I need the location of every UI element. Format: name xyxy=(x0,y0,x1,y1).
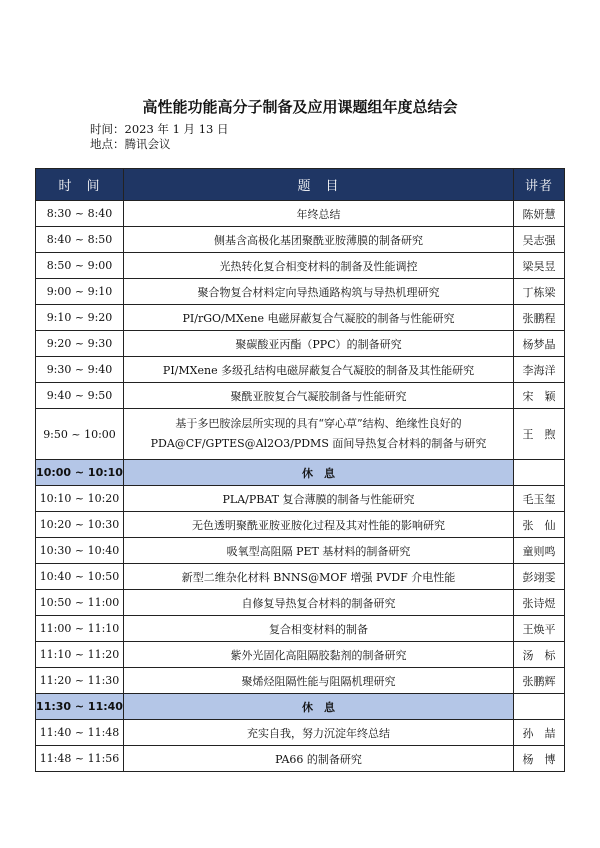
table-row xyxy=(36,201,565,227)
session-topic: PI/rGO/MXene 电磁屏蔽复合气凝胶的制备与性能研究 xyxy=(124,305,514,331)
session-time: 8:30 ~ 8:40 xyxy=(36,201,124,227)
session-topic: 聚烯烃阻隔性能与阻隔机理研究 xyxy=(124,668,514,694)
session-speaker: 孙 喆 xyxy=(514,720,565,746)
table-row xyxy=(36,616,565,642)
session-time: 9:40 ~ 9:50 xyxy=(36,383,124,409)
session-time: 10:40 ~ 10:50 xyxy=(36,564,124,590)
session-time: 11:10 ~ 11:20 xyxy=(36,642,124,668)
table-row xyxy=(36,357,565,383)
session-topic: 年终总结 xyxy=(124,201,514,227)
session-time: 10:30 ~ 10:40 xyxy=(36,538,124,564)
table-row xyxy=(36,668,565,694)
session-topic: 休 息 xyxy=(124,694,514,720)
session-speaker: 张鹏辉 xyxy=(514,668,565,694)
table-row xyxy=(36,720,565,746)
session-time: 9:50 ~ 10:00 xyxy=(36,409,124,460)
session-topic: 聚碳酸亚丙酯（PPC）的制备研究 xyxy=(124,331,514,357)
session-topic: 自修复导热复合材料的制备研究 xyxy=(124,590,514,616)
table-row xyxy=(36,486,565,512)
session-time: 9:20 ~ 9:30 xyxy=(36,331,124,357)
table-row xyxy=(36,564,565,590)
session-time: 11:00 ~ 11:10 xyxy=(36,616,124,642)
break-row xyxy=(36,694,565,720)
session-topic: 吸氧型高阻隔 PET 基材料的制备研究 xyxy=(124,538,514,564)
session-speaker: 丁栋梁 xyxy=(514,279,565,305)
header-time: 时 间 xyxy=(36,169,124,201)
session-topic: 新型二维杂化材料 BNNS@MOF 增强 PVDF 介电性能 xyxy=(124,564,514,590)
session-speaker: 张 仙 xyxy=(514,512,565,538)
session-speaker: 李海洋 xyxy=(514,357,565,383)
table-row xyxy=(36,538,565,564)
session-topic: PI/MXene 多级孔结构电磁屏蔽复合气凝胶的制备及其性能研究 xyxy=(124,357,514,383)
table-row xyxy=(36,642,565,668)
session-speaker xyxy=(514,694,565,720)
header-speaker: 讲者 xyxy=(514,169,565,201)
session-topic: 聚酰亚胺复合气凝胶制备与性能研究 xyxy=(124,383,514,409)
session-time: 8:50 ~ 9:00 xyxy=(36,253,124,279)
schedule-table xyxy=(35,168,565,772)
table-row xyxy=(36,331,565,357)
table-row xyxy=(36,409,565,460)
session-speaker: 张鹏程 xyxy=(514,305,565,331)
schedule-header-row xyxy=(36,169,565,201)
session-time: 11:30 ~ 11:40 xyxy=(36,694,124,720)
session-topic: 侧基含高极化基团聚酰亚胺薄膜的制备研究 xyxy=(124,227,514,253)
table-row xyxy=(36,590,565,616)
session-time: 10:20 ~ 10:30 xyxy=(36,512,124,538)
session-speaker: 梁昊昱 xyxy=(514,253,565,279)
session-topic: PA66 的制备研究 xyxy=(124,746,514,772)
session-time: 10:00 ~ 10:10 xyxy=(36,460,124,486)
session-time: 9:00 ~ 9:10 xyxy=(36,279,124,305)
session-time: 11:48 ~ 11:56 xyxy=(36,746,124,772)
session-time: 9:30 ~ 9:40 xyxy=(36,357,124,383)
session-time: 8:40 ~ 8:50 xyxy=(36,227,124,253)
session-speaker: 杨梦晶 xyxy=(514,331,565,357)
session-topic xyxy=(124,409,514,460)
table-row xyxy=(36,383,565,409)
session-time: 11:40 ~ 11:48 xyxy=(36,720,124,746)
session-time: 10:50 ~ 11:00 xyxy=(36,590,124,616)
session-speaker: 毛玉玺 xyxy=(514,486,565,512)
session-topic: 休 息 xyxy=(124,460,514,486)
session-speaker xyxy=(514,460,565,486)
session-time: 10:10 ~ 10:20 xyxy=(36,486,124,512)
session-speaker: 彭翊雯 xyxy=(514,564,565,590)
session-speaker: 张诗煜 xyxy=(514,590,565,616)
session-speaker: 童则鸣 xyxy=(514,538,565,564)
session-topic: 紫外光固化高阻隔胶黏剂的制备研究 xyxy=(124,642,514,668)
session-topic: 聚合物复合材料定向导热通路构筑与导热机理研究 xyxy=(124,279,514,305)
table-row xyxy=(36,253,565,279)
session-topic: 复合相变材料的制备 xyxy=(124,616,514,642)
session-topic-line: 基于多巴胺涂层所实现的具有“穿心草”结构、绝缘性良好的 xyxy=(175,417,462,430)
session-speaker: 王 煦 xyxy=(514,409,565,460)
schedule-body xyxy=(36,201,565,772)
table-row xyxy=(36,227,565,253)
table-row xyxy=(36,279,565,305)
table-row xyxy=(36,746,565,772)
meeting-time: 时间：2023 年 1 月 13 日 xyxy=(90,122,229,136)
session-time: 9:10 ~ 9:20 xyxy=(36,305,124,331)
session-topic: 光热转化复合相变材料的制备及性能调控 xyxy=(124,253,514,279)
header-topic: 题 目 xyxy=(124,169,514,201)
break-row xyxy=(36,460,565,486)
table-row xyxy=(36,512,565,538)
session-time: 11:20 ~ 11:30 xyxy=(36,668,124,694)
session-topic: 无色透明聚酰亚胺亚胺化过程及其对性能的影响研究 xyxy=(124,512,514,538)
session-speaker: 宋 颖 xyxy=(514,383,565,409)
session-speaker: 杨 博 xyxy=(514,746,565,772)
session-topic: PLA/PBAT 复合薄膜的制备与性能研究 xyxy=(124,486,514,512)
session-speaker: 陈妍慧 xyxy=(514,201,565,227)
session-topic: 充实自我，努力沉淀年终总结 xyxy=(124,720,514,746)
session-topic-line: PDA@CF/GPTES@Al2O3/PDMS 面间导热复合材料的制备与研究 xyxy=(150,437,487,450)
session-speaker: 王焕平 xyxy=(514,616,565,642)
session-speaker: 汤 标 xyxy=(514,642,565,668)
meeting-location: 地点：腾讯会议 xyxy=(90,137,171,151)
table-row xyxy=(36,305,565,331)
session-speaker: 吴志强 xyxy=(514,227,565,253)
page-title: 高性能功能高分子制备及应用课题组年度总结会 xyxy=(142,98,458,116)
